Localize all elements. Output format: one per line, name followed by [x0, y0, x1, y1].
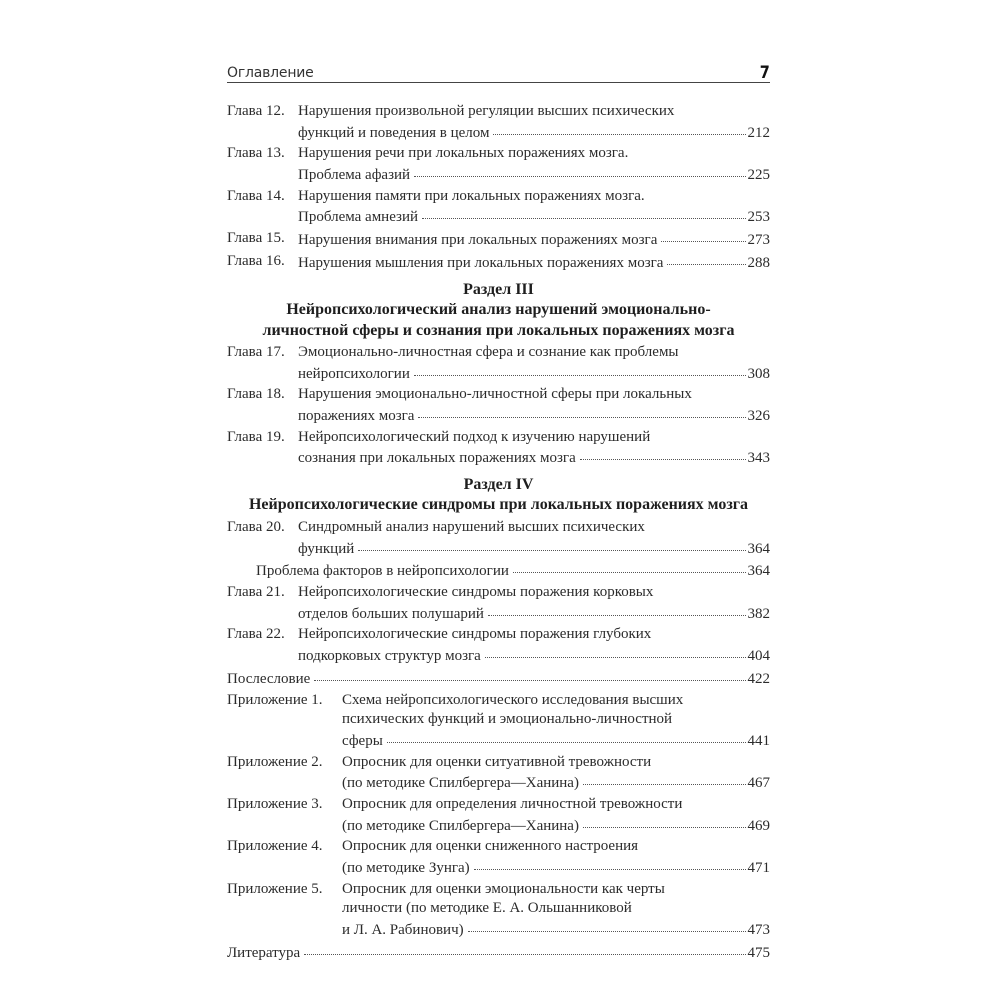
entry-page-number: 422 [747, 670, 770, 687]
toc-entry-chapter-18[interactable] [227, 385, 770, 426]
chapter-label: Глава 19. [227, 428, 285, 445]
chapter-label: Глава 14. [227, 187, 285, 204]
toc-group-chapters-12-16 [227, 102, 770, 274]
dot-leader [414, 164, 745, 179]
dot-leader [583, 772, 746, 787]
entry-title-line: (по методике Спилбергера—Ханина) [342, 817, 579, 834]
toc-group-chapters-20-22 [227, 518, 770, 667]
toc-entry-chapter-22[interactable] [227, 625, 770, 666]
appendix-label: Приложение 4. [227, 838, 323, 855]
dot-leader [474, 857, 746, 872]
dot-leader [493, 122, 745, 137]
entry-title-line: (по методике Спилбергера—Ханина) [342, 775, 579, 792]
entry-title-line: Нарушения речи при локальных поражениях мозга. [298, 145, 629, 162]
entry-page-number: 288 [747, 254, 770, 271]
dot-leader [414, 363, 746, 378]
chapter-label: Глава 16. [227, 252, 285, 269]
section-number: Раздел III [463, 280, 534, 298]
entry-title-line: психических функций и эмоционально-личностной [342, 711, 673, 728]
section-title-line: личностной сферы и сознания при локальных поражениях мозга [262, 321, 735, 339]
entry-title-line: Опросник для оценки сниженного настроения [342, 838, 639, 855]
entry-page-number: 473 [747, 921, 770, 938]
entry-title-line: Нейропсихологические синдромы поражения корковых [298, 584, 654, 601]
section-heading-4[interactable] [227, 475, 770, 516]
dot-leader [314, 668, 745, 683]
entry-page-number: 441 [747, 732, 770, 749]
section-title-line: Нейропсихологические синдромы при локальных поражениях мозга [248, 496, 749, 514]
toc-entry-chapter-13[interactable] [227, 144, 770, 185]
entry-title-line: Нарушения эмоционально-личностной сферы при локальных [298, 386, 692, 403]
dot-leader [468, 919, 746, 934]
table-of-contents [227, 102, 770, 963]
page-number: 7 [759, 63, 770, 83]
entry-title-line: Проблема факторов в нейропсихологии [256, 563, 509, 580]
entry-title-line: отделов больших полушарий [298, 605, 484, 622]
entry-title-line: Послесловие [227, 670, 311, 687]
toc-entry-appendix-5[interactable] [227, 880, 770, 941]
dot-leader [422, 206, 745, 221]
entry-title-line: поражениях мозга [298, 407, 415, 424]
book-page [227, 60, 770, 964]
entry-title-line: Нарушения мышления при локальных поражениях мозга [298, 254, 664, 271]
toc-group-appendices [227, 691, 770, 941]
running-head-title: Оглавление [227, 65, 314, 81]
entry-page-number: 326 [747, 407, 770, 424]
toc-entry-chapter-12[interactable] [227, 102, 770, 143]
toc-entry-literature[interactable] [227, 942, 770, 964]
entry-title-line: Нейропсихологические синдромы поражения глубоких [298, 626, 652, 643]
entry-page-number: 382 [747, 605, 770, 622]
entry-title-line: сознания при локальных поражениях мозга [298, 450, 576, 467]
entry-page-number: 364 [747, 540, 770, 557]
toc-entry-chapter-15[interactable] [227, 229, 770, 251]
chapter-label: Глава 17. [227, 344, 285, 360]
dot-leader [661, 229, 745, 244]
dot-leader [387, 730, 746, 745]
section-title-line: Нейропсихологический анализ нарушений эмоционально- [286, 301, 711, 318]
entry-page-number: 343 [747, 450, 770, 467]
entry-page-number: 225 [747, 166, 770, 183]
entry-page-number: 273 [747, 232, 770, 249]
toc-group-chapters-17-19 [227, 343, 770, 469]
entry-title-line: личности (по методике Е. А. Ольшанниковой [342, 900, 632, 917]
appendix-label: Приложение 1. [227, 691, 323, 708]
toc-entry-afterword[interactable] [227, 668, 770, 690]
chapter-label: Глава 18. [227, 386, 285, 403]
entry-page-number: 475 [747, 944, 770, 961]
entry-page-number: 364 [747, 563, 770, 580]
entry-title-line: Опросник для оценки эмоциональности как черты [342, 880, 665, 897]
entry-page-number: 308 [747, 365, 770, 382]
entry-title-line: нейропсихологии [298, 365, 410, 382]
entry-title-line: Синдромный анализ нарушений высших психических [298, 518, 645, 535]
appendix-label: Приложение 5. [227, 880, 323, 897]
entry-page-number: 467 [747, 775, 770, 792]
entry-page-number: 404 [747, 648, 770, 665]
toc-entry-subsection-factors[interactable] [227, 560, 770, 582]
chapter-label: Глава 13. [227, 145, 285, 162]
dot-leader [583, 815, 746, 830]
entry-title-line: функций и поведения в целом [298, 124, 490, 141]
entry-title-line: функций [298, 540, 355, 557]
chapter-label: Глава 21. [227, 584, 285, 601]
chapter-label: Глава 15. [227, 230, 285, 247]
entry-page-number: 471 [747, 859, 770, 876]
dot-leader [667, 252, 745, 267]
dot-leader [485, 645, 746, 660]
toc-entry-appendix-3[interactable] [227, 795, 770, 836]
entry-title-line: Опросник для определения личностной тревожности [342, 795, 683, 812]
toc-entry-appendix-2[interactable] [227, 753, 770, 794]
toc-entry-chapter-16[interactable] [227, 252, 770, 274]
entry-title-line: Нарушения произвольной регуляции высших психических [298, 103, 675, 119]
entry-page-number: 253 [747, 209, 770, 226]
dot-leader [358, 538, 745, 553]
dot-leader [580, 447, 746, 462]
toc-entry-chapter-20[interactable] [227, 518, 770, 559]
running-head [227, 60, 770, 83]
entry-title-line: Нарушения памяти при локальных поражениях мозга. [298, 187, 645, 204]
section-heading-3[interactable] [227, 280, 770, 342]
entry-page-number: 469 [747, 817, 770, 834]
toc-entry-chapter-21[interactable] [227, 583, 770, 624]
entry-title-line: Схема нейропсихологического исследования высших [342, 691, 684, 708]
section-number: Раздел IV [463, 475, 534, 493]
toc-entry-chapter-19[interactable] [227, 428, 770, 469]
entry-title-line: сферы [342, 732, 383, 749]
entry-title-line: Эмоционально-личностная сфера и сознание как проблемы [298, 344, 679, 360]
entry-page-number: 212 [747, 124, 770, 141]
chapter-label: Глава 22. [227, 626, 285, 643]
entry-title-line: (по методике Зунга) [342, 859, 470, 876]
entry-title-line: Опросник для оценки ситуативной тревожности [342, 753, 652, 770]
entry-title-line: подкорковых структур мозга [298, 648, 481, 665]
appendix-label: Приложение 2. [227, 753, 323, 770]
appendix-label: Приложение 3. [227, 795, 323, 812]
chapter-label: Глава 20. [227, 518, 285, 535]
dot-leader [418, 405, 745, 420]
toc-entry-appendix-1[interactable] [227, 691, 770, 752]
dot-leader [304, 942, 745, 957]
dot-leader [488, 603, 746, 618]
toc-entry-appendix-4[interactable] [227, 837, 770, 878]
entry-title-line: Проблема афазий [298, 166, 411, 183]
entry-title-line: и Л. А. Рабинович) [342, 921, 464, 938]
entry-title-line: Литература [227, 944, 301, 961]
toc-entry-chapter-17[interactable] [227, 343, 770, 384]
entry-title-line: Нейропсихологический подход к изучению нарушений [298, 428, 651, 445]
toc-entry-chapter-14[interactable] [227, 187, 770, 228]
entry-title-line: Проблема амнезий [298, 209, 419, 226]
chapter-label: Глава 12. [227, 103, 285, 119]
entry-title-line: Нарушения внимания при локальных поражениях мозга [298, 232, 658, 249]
dot-leader [513, 560, 746, 575]
